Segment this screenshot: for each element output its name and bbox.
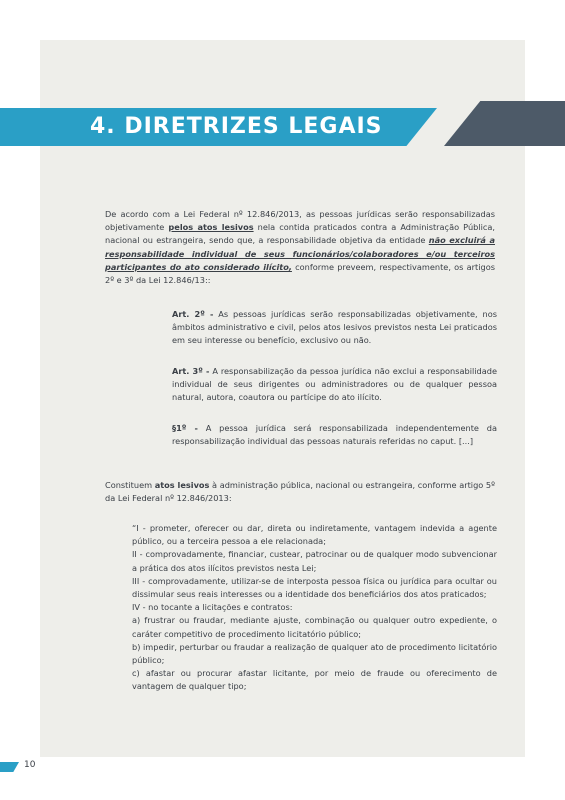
art2-text: As pessoas jurídicas serão responsabilizadas objetivamente, nos âmbitos administrativo e civil, pelos atos lesivos previstos nesta Lei praticados em seu interesse ou benefício, exclusivo ou não. — [172, 309, 498, 346]
list-item: III - comprovadamente, utilizar-se de interposta pessoa física ou jurídica para ocultar ou dissimular seus reais interesses ou a identidade dos beneficiários dos atos praticados; — [132, 575, 497, 600]
art3-text: A responsabilização da pessoa jurídica não exclui a responsabilidade individual de seus dirigentes ou administradores ou de qualquer pessoa natural, autora, coautora ou partícipe do ato ilícito. — [172, 366, 497, 403]
list-item: “I - prometer, oferecer ou dar, direta ou indiretamente, vantagem indevida a agente público, ou a terceira pessoa a ele relacionada; — [132, 523, 497, 547]
art3-quote — [172, 365, 497, 405]
intro-paragraph — [105, 208, 495, 287]
atos-lesivos-list — [132, 522, 497, 694]
page-number: 10 — [24, 760, 36, 770]
list-item: c) afastar ou procurar afastar licitante, por meio de fraude ou oferecimento de vantagem de qualquer tipo; — [132, 668, 497, 692]
list-item: a) frustrar ou fraudar, mediante ajuste, combinação ou qualquer outro expediente, o caráter competitivo de procedimento licitatório público; — [132, 615, 497, 639]
page-number-marker — [0, 762, 19, 772]
par1-label: §1º - — [172, 423, 198, 433]
intro-bold: pelos atos lesivos — [168, 222, 254, 233]
constituem-paragraph — [105, 479, 495, 505]
par1-quote — [172, 422, 497, 448]
constituem-after: à administração pública, nacional ou estrangeira, conforme artigo 5º da Lei Federal nº 12.846/2013: — [105, 480, 495, 504]
intro-text-3: conforme preveem, respectivamente, os artigos 2º e 3º da Lei 12.846/13:: — [105, 261, 495, 286]
constituem-before: Constituem — [105, 480, 155, 490]
art2-quote — [172, 308, 497, 348]
constituem-bold: atos lesivos — [154, 480, 210, 490]
list-item: II - comprovadamente, financiar, custear, patrocinar ou de qualquer modo subvencionar a prática dos atos ilícitos previstos nesta Lei; — [132, 549, 497, 573]
art3-label: Art. 3º - — [172, 366, 210, 376]
list-item: IV - no tocante a licitações e contratos: — [132, 602, 293, 613]
par1-text: A pessoa jurídica será responsabilizada independentemente da responsabilização individual das pessoas naturais referidas no caput. [...] — [172, 423, 497, 447]
intro-emphasis: não excluirá a responsabilidade individual de seus funcionários/colaboradores e/ou terceiros participantes do ato considerado ilícito, — [105, 235, 495, 272]
list-item: b) impedir, perturbar ou fraudar a realização de qualquer ato de procedimento licitatório público; — [132, 641, 497, 666]
art2-label: Art. 2º - — [172, 309, 214, 319]
intro-text-1: De acordo com a Lei Federal nº 12.846/2013, as pessoas jurídicas serão responsabilizadas objetivamente — [105, 209, 495, 233]
intro-text-2: nela contida praticados contra a Administração Pública, nacional ou estrangeira, sendo que, a responsabilidade objetiva da entidade — [105, 222, 496, 246]
page-title: 4. DIRETRIZES LEGAIS — [90, 114, 383, 139]
